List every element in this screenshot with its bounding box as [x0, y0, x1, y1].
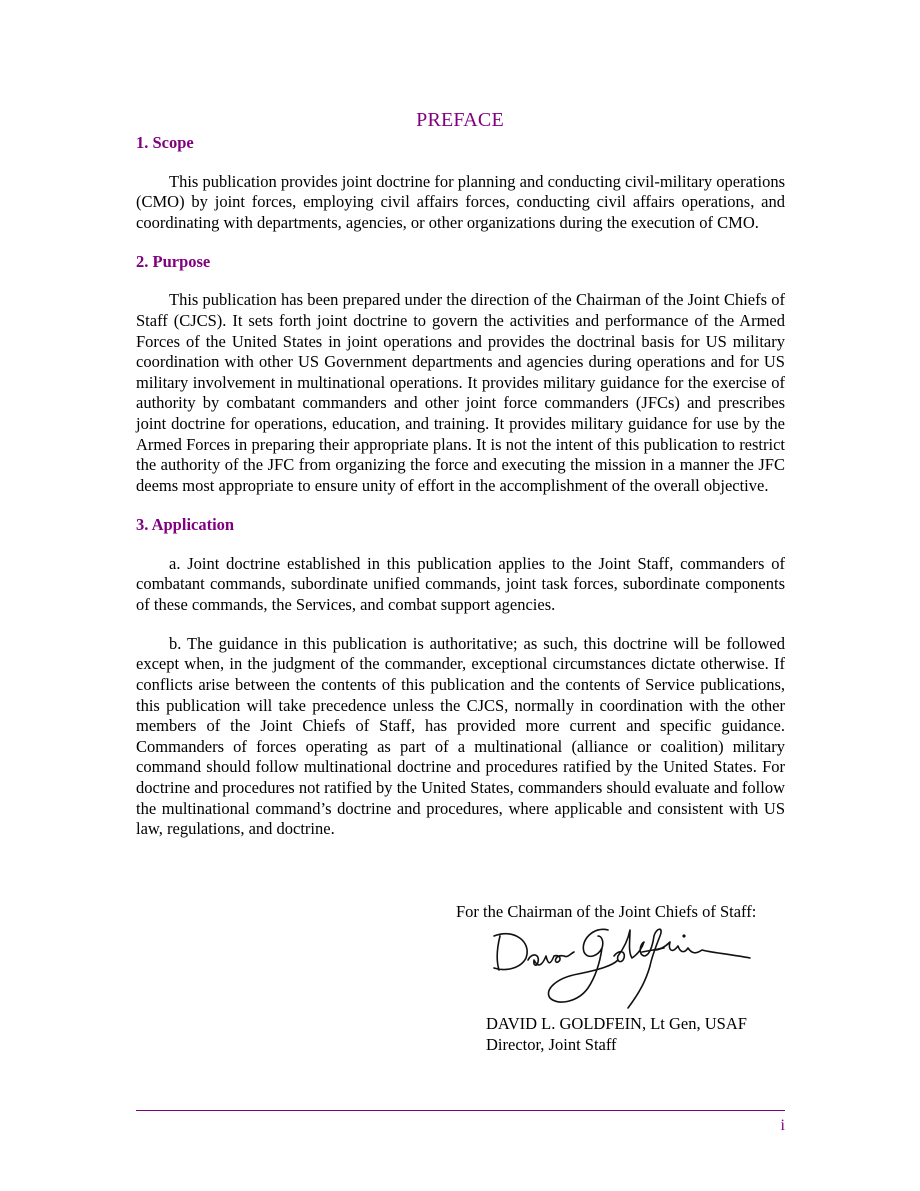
closing-line: For the Chairman of the Joint Chiefs of Staff:	[456, 902, 757, 921]
application-paragraph-b: b. The guidance in this publication is authoritative; as such, this doctrine will be followed except when, in the judgment of the commander, exceptional circumstances dictate otherwise. If conflicts arise between the contents of this publication and the contents of Service publications, this publication will take precedence unless the CJCS, normally in coordination with the other members of the Joint Chiefs of Staff, has provided more current and specific guidance. Commanders of forces operating as part of a multinational (alliance or coalition) military command should follow multinational doctrine and procedures ratified by the United States. For doctrine and procedures not ratified by the United States, commanders should evaluate and follow the multinational command’s doctrine and procedures, where applicable and consistent with US law, regulations, and doctrine.	[136, 633, 785, 839]
purpose-paragraph: This publication has been prepared under the direction of the Chairman of the Joint Chiefs of Staff (CJCS). It sets forth joint doctrine to govern the activities and performance of the Armed Forces of the United States in joint operations and provides the doctrinal basis for US military coordination with other US Government departments and agencies during operations and for US military involvement in multinational operations. It provides military guidance for the exercise of authority by combatant commanders and other joint force commanders (JFCs) and prescribes joint doctrine for operations, education, and training. It provides military guidance for use by the Armed Forces in preparing their appropriate plans. It is not the intent of this publication to restrict the authority of the JFC from organizing the force and executing the mission in a manner the JFC deems most appropriate to ensure unity of effort in the accomplishment of the overall objective.	[136, 290, 785, 495]
page-number: i	[780, 1117, 785, 1134]
signer-name: DAVID L. GOLDFEIN, Lt Gen, USAF	[486, 1014, 747, 1033]
signer-block	[486, 1014, 747, 1055]
scope-paragraph: This publication provides joint doctrine for planning and conducting civil-military operations (CMO) by joint forces, employing civil affairs forces, conducting civil affairs operations, and coordinating with departments, agencies, or other organizations during the execution of CMO.	[136, 171, 785, 232]
section-heading-scope: 1. Scope	[136, 133, 194, 152]
section-heading-purpose: 2. Purpose	[136, 251, 211, 271]
section-heading-application: 3. Application	[136, 514, 235, 534]
document-body	[136, 133, 785, 840]
signature-image	[488, 922, 758, 1014]
signer-title: Director, Joint Staff	[486, 1034, 617, 1054]
application-paragraph-a: a. Joint doctrine established in this publication applies to the Joint Staff, commanders of combatant commands, subordinate unified commands, joint task forces, subordinate components of these commands, the Services, and combat support agencies.	[136, 553, 785, 614]
footer-rule	[136, 1110, 785, 1111]
page-title: PREFACE	[416, 109, 504, 131]
